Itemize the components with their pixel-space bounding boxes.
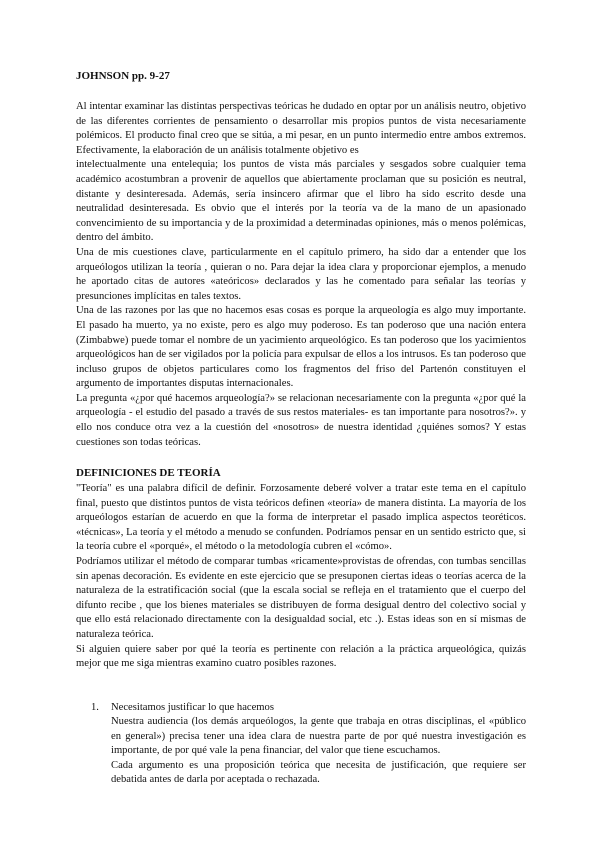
list-item-number: 1. <box>91 702 99 713</box>
document-header: JOHNSON pp. 9-27 <box>76 70 170 82</box>
definition-paragraph-1: "Teoría" es una palabra difícil de definir. Forzosamente deberé volver a tratar este tema en el capítulo final, puesto que distintos puntos de vista teóricos definen «teoría» de manera distinta. La mayoría de los arqueólogos estarían de acuerdo en que la forma de interpretar el pasado implica aspectos teoréticos. «técnicas», La teoría y el método a menudo se confunden. Podríamos pensar en un sentido estricto que, si la teoría cubre el «porqué», el método o la metodología cubren el «cómo». <box>76 483 526 553</box>
list-item-title: Necesitamos justificar lo que hacemos <box>111 702 274 713</box>
intro-section <box>76 100 526 450</box>
section-title: DEFINICIONES DE TEORÍA <box>76 467 221 479</box>
list-paragraph-1: Nuestra audiencia (los demás arqueólogos, la gente que trabaja en otras disciplinas, el «público en general») precisa tener una idea clara de nuestra parte de por qué nuestra investigación es importante, de por qué vale la pena financiar, del valor que tiene escuchamos. <box>111 716 526 757</box>
intro-paragraph-1: Al intentar examinar las distintas perspectivas teóricas he dudado en optar por un análisis neutro, objetivo de las diferentes corrientes de pensamiento o desarrollar mis propios puntos de vista necesariamente polémicos. El producto final creo que se sitúa, a mi pesar, en un punto intermedio entre ambos extremos. Efectivamente, la elaboración de un análisis totalmente objetivo es <box>76 101 526 156</box>
intro-paragraph-4: Una de las razones por las que no hacemos esas cosas es porque la arqueología es algo muy importante. El pasado ha muerto, ya no existe, pero es algo muy poderoso. Es tan poderoso que una nación entera (Zimbabwe) puede tomar el nombre de un yacimiento arqueológico. Es tan poderoso que los yacimientos arqueológicos han de ser vigilados por la policía para expulsar de ellos a los intrusos. Es tan poderoso que incluso grupos de objetos particulares como los fragmentos del friso del Partenón constituyen el argumento de importantes disputas internacionales. <box>76 305 526 390</box>
definition-paragraph-2: Podríamos utilizar el método de comparar tumbas «ricamente»provistas de ofrendas, con tumbas sencillas sin apenas decoración. Es evidente en este ejercicio que se presuponen ciertas ideas o teorías acerca de la naturaleza de la estratificación social (que la escala social se refleja en el tratamiento que el cuerpo del difunto recibe , que los bienes materiales se distribuyen de forma desigual dentro del colectivo social y que ello está relacionado directamente con la desigualdad social, etc .). Estas ideas son en sí mismas de naturaleza teórica. <box>76 555 526 640</box>
intro-paragraph-5: La pregunta «¿por qué hacemos arqueología?» se relacionan necesariamente con la pregunta «¿por qué la arqueología - el estudio del pasado a través de sus restos materiales- es tan importante para nosotros?». y ello nos conduce otra vez a la cuestión del «nosotros» de nuestra identidad ¿quiénes somos? Y estas cuestiones son todas teóricas. <box>76 392 526 448</box>
list-item-body <box>111 715 526 788</box>
intro-paragraph-2: intelectualmente una entelequia; los puntos de vista más parciales y sesgados sobre cualquier tema académico acostumbran a provenir de aquellos que abiertamente proclaman que su posición es neutral, distante y desinteresada. Además, sería insincero afirmar que el libro ha sido escrito desde una neutralidad desinteresada. Es obvio que el interés por la teoría va de la mano de un apasionado convencimiento de su importancia y de la proximidad a determinadas opiniones, más o menos polémicas, dentro del ámbito. <box>76 159 526 244</box>
intro-paragraph-3: Una de mis cuestiones clave, particularmente en el capítulo primero, ha sido dar a entender que los arqueólogos utilizan la teoría , quieran o no. Para dejar la idea clara y proporcionar ejemplos, a menudo he aportado citas de autores «ateóricos» declarados y las he comentado para señalar las teorías y presunciones implícitas en tales textos. <box>76 246 526 302</box>
list-paragraph-2: Cada argumento es una proposición teórica que necesita de justificación, que requiere ser debatida antes de darla por aceptada o rechazada. <box>111 759 526 786</box>
definition-paragraph-3: Si alguien quiere saber por qué la teoría es pertinente con relación a la práctica arqueológica, quizás mejor que me siga mientras examino cuatro posibles razones. <box>76 643 526 670</box>
definitions-section <box>76 482 526 672</box>
